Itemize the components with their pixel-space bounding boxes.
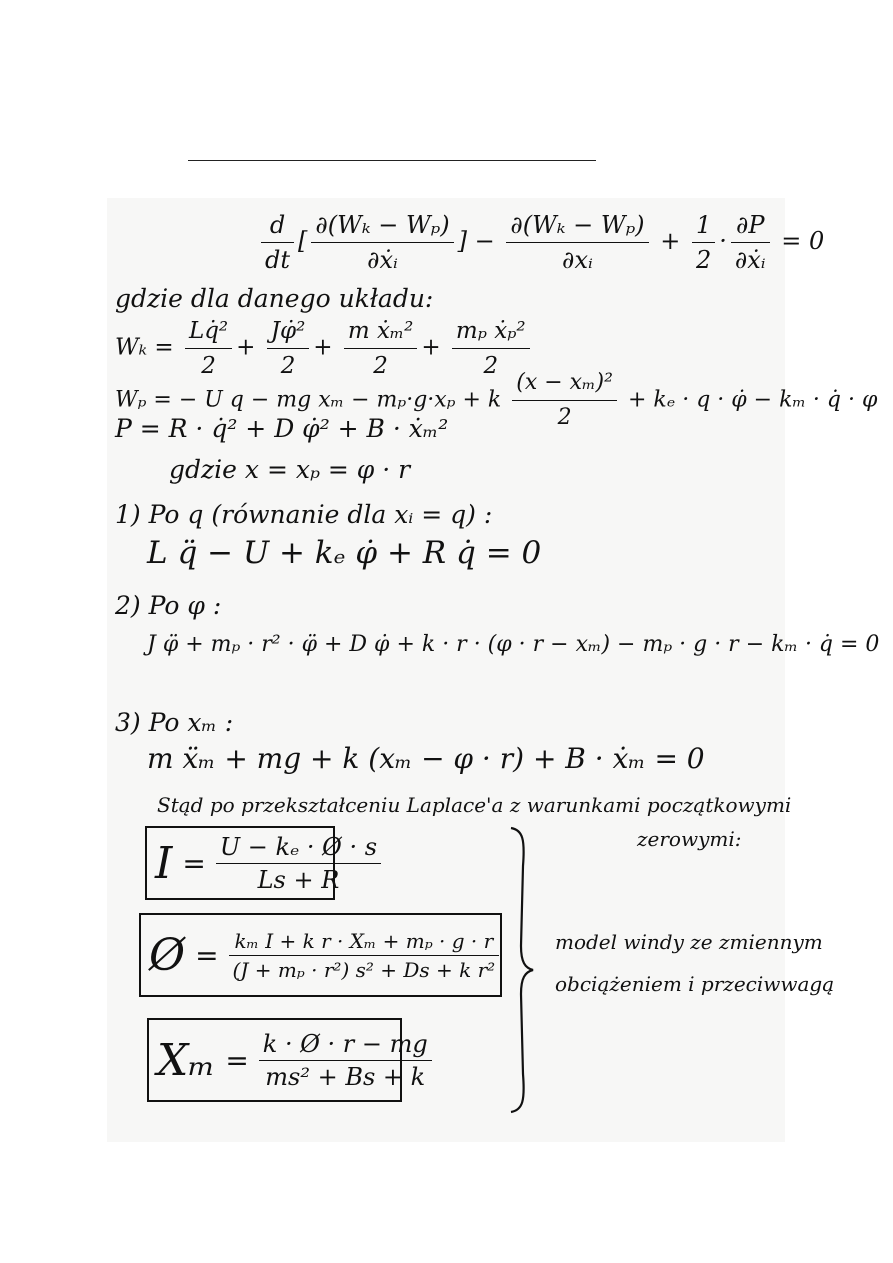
- partial-num-1: ∂(Wₖ − Wₚ): [311, 210, 453, 243]
- position-equals: =: [225, 1043, 249, 1077]
- angle-transfer-box: [139, 913, 502, 997]
- wk-term4-den: 2: [483, 353, 499, 379]
- current-transfer-box: [145, 826, 378, 900]
- partial-num-3: ∂P: [731, 210, 770, 243]
- dt-symbol: dt: [265, 246, 291, 274]
- eq1-label: 1) Po q (równanie dla xᵢ = q) :: [115, 500, 493, 529]
- laplace-intro-line-1: Stąd po przekształceniu Laplace'a z warunkami początkowymi: [157, 793, 792, 817]
- current-denominator: Ls + R: [257, 865, 340, 894]
- wk-term1-num: Lq̇²: [185, 316, 232, 349]
- model-note-line-2: obciążeniem i przeciwwagą: [555, 972, 835, 996]
- eq3-body: m ẍₘ + mg + k (xₘ − φ · r) + B · ẋₘ = 0: [147, 742, 705, 775]
- euler-lagrange-equation: $\frac{d}{dt}$ [ $\frac{\text{∂(Wₖ − Wₚ)}}{\text{∂ẋᵢ}}$ ] − $\frac{\text{∂(Wₖ − Wₚ)}}{\text{∂xᵢ}}$ + $\frac{1}{2}$ · $\frac{\partial P}{\text{∂ẋᵢ}}$ = 0: [257, 210, 824, 275]
- partial-den-3: ∂ẋᵢ: [734, 246, 766, 274]
- partial-num-2: ∂(Wₖ − Wₚ): [506, 210, 648, 243]
- angle-numerator: kₘ I + k r · Xₘ + mₚ · g · r: [229, 929, 500, 956]
- wp-frac-num: (x − xₘ)²: [512, 368, 617, 401]
- wk-term4-num: mₚ ẋₚ²: [452, 316, 530, 349]
- angle-equals: =: [195, 938, 219, 972]
- wp-tail: + kₑ · q · φ̇ − kₘ · q̇ · φ: [627, 387, 878, 413]
- equals-zero: = 0: [781, 227, 825, 255]
- partial-den-2: ∂xᵢ: [562, 246, 593, 274]
- position-symbol: Xₘ: [157, 1034, 216, 1086]
- half-num: 1: [692, 210, 715, 243]
- eq2-body: J φ̈ + mₚ · r² · φ̈ + D φ̇ + k · r · (φ · r − xₘ) − mₚ · g · r − kₘ · q̇ = 0: [147, 632, 880, 657]
- half-den: 2: [695, 246, 712, 274]
- wk-lhs: Wₖ =: [115, 334, 174, 361]
- wp-lhs: Wₚ = − U q − mg xₘ − mₚ·g·xₚ + k: [115, 387, 502, 413]
- eq1-body: L q̈ − U + kₑ φ̇ + R q̇ = 0: [147, 535, 542, 571]
- eq2-label: 2) Po φ :: [115, 591, 222, 620]
- wk-term3-num: m ẋₘ²: [344, 316, 417, 349]
- position-transfer-box: [147, 1018, 428, 1102]
- model-note-line-1: model windy ze zmiennym: [555, 930, 823, 954]
- model-note: [555, 921, 834, 1005]
- d-symbol: d: [261, 210, 294, 243]
- current-equals: =: [182, 846, 206, 880]
- eq3-label: 3) Po xₘ :: [115, 708, 234, 737]
- angle-denominator: (J + mₚ · r²) s² + Ds + k r²: [232, 957, 496, 982]
- position-denominator: ms² + Bs + k: [265, 1062, 426, 1091]
- wk-term3-den: 2: [373, 353, 388, 379]
- right-curly-brace: [509, 826, 535, 1114]
- intro-line: gdzie dla danego układu:: [115, 284, 434, 313]
- position-numerator: k · Ø · r − mg: [259, 1030, 432, 1061]
- wk-plus-3: +: [421, 334, 441, 361]
- current-numerator: U − kₑ · Ø · s: [216, 833, 381, 864]
- wk-term2-num: Jφ̇²: [267, 316, 310, 349]
- dissipation-equation: P = R · q̇² + D φ̇² + B · ẋₘ²: [115, 414, 449, 443]
- wk-term1-den: 2: [201, 353, 216, 379]
- x-definition: gdzie x = xₚ = φ · r: [169, 455, 411, 484]
- dot-operator: ·: [719, 227, 727, 255]
- plus-sign: +: [660, 227, 681, 255]
- wk-plus-2: +: [313, 334, 333, 361]
- handwritten-page: [107, 198, 880, 1142]
- current-symbol: I: [155, 837, 173, 889]
- partial-den-1: ∂ẋᵢ: [367, 246, 398, 274]
- wk-term2-den: 2: [280, 353, 296, 379]
- wp-frac-den: 2: [557, 405, 572, 430]
- minus-sign: −: [474, 227, 495, 255]
- angle-symbol: Ø: [149, 929, 186, 981]
- top-rule: [188, 160, 596, 161]
- wk-plus-1: +: [236, 334, 256, 361]
- laplace-intro-line-2: zerowymi:: [637, 827, 742, 851]
